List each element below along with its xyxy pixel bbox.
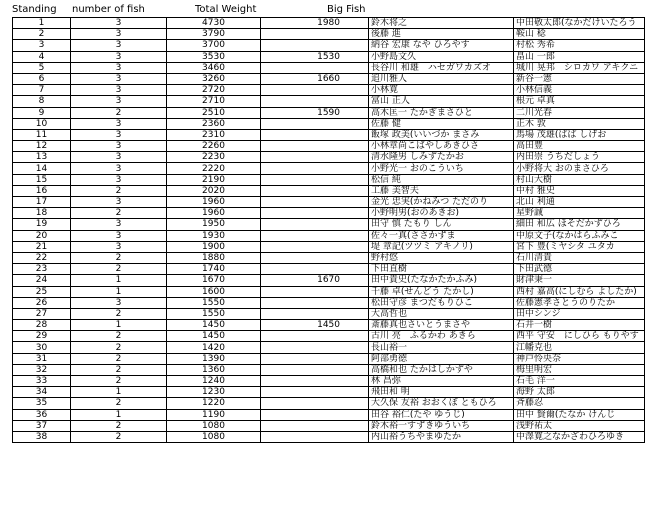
partner-name-cell: 北山 利通: [514, 197, 645, 208]
table-row: [13, 275, 645, 286]
big-fish-cell: [261, 152, 369, 163]
fish-count-cell: 2: [71, 364, 167, 375]
partner-name-cell: 高田豊: [514, 141, 645, 152]
table-row: [13, 398, 645, 409]
fish-count-cell: 3: [71, 18, 167, 29]
partner-name-cell: 村山大樹: [514, 174, 645, 185]
big-fish-cell: [261, 353, 369, 364]
angler-name-cell: 田谷 裕仁(たや ゆうじ): [369, 409, 514, 420]
partner-name-cell: 星野誠: [514, 208, 645, 219]
partner-name-cell: 石川清貴: [514, 252, 645, 263]
angler-name-cell: 大高哲也: [369, 308, 514, 319]
fish-count-cell: 3: [71, 197, 167, 208]
fish-count-cell: 2: [71, 353, 167, 364]
big-fish-cell: [261, 174, 369, 185]
big-fish-cell: [261, 85, 369, 96]
partner-name-cell: 中原文子(なかはらふみこ: [514, 230, 645, 241]
partner-name-cell: 中澤寛之なかざわひろゆき: [514, 431, 645, 442]
table-row: [13, 185, 645, 196]
table-row: [13, 409, 645, 420]
partner-name-cell: 根元 卓真: [514, 96, 645, 107]
fish-count-cell: 3: [71, 297, 167, 308]
partner-name-cell: 斉藤忍: [514, 398, 645, 409]
standing-cell: 17: [13, 197, 71, 208]
standing-cell: 7: [13, 85, 71, 96]
angler-name-cell: 工藤 美智夫: [369, 185, 514, 196]
table-row: [13, 85, 645, 96]
results-table: [12, 17, 645, 443]
fish-count-cell: 2: [71, 342, 167, 353]
table-row: [13, 252, 645, 263]
total-weight-cell: 1360: [167, 364, 261, 375]
big-fish-cell: [261, 129, 369, 140]
angler-name-cell: 鈴木裕一すずきゆういち: [369, 420, 514, 431]
angler-name-cell: 松田守彦 まつだもりひこ: [369, 297, 514, 308]
table-row: [13, 152, 645, 163]
fish-count-cell: 1: [71, 320, 167, 331]
table-row: [13, 96, 645, 107]
angler-name-cell: 小野光一 おのこういち: [369, 163, 514, 174]
standing-cell: 27: [13, 308, 71, 319]
standing-cell: 37: [13, 420, 71, 431]
angler-name-cell: 千藤 卓(せんどう たかし): [369, 286, 514, 297]
big-fish-cell: [261, 409, 369, 420]
table-row: [13, 230, 645, 241]
angler-name-cell: 富山 正人: [369, 96, 514, 107]
big-fish-cell: [261, 420, 369, 431]
partner-name-cell: 西平 守安 にしひら もりやす: [514, 331, 645, 342]
table-row: [13, 40, 645, 51]
total-weight-cell: 3790: [167, 29, 261, 40]
total-weight-cell: 1190: [167, 409, 261, 420]
standing-cell: 21: [13, 241, 71, 252]
big-fish-cell: [261, 163, 369, 174]
standing-cell: 32: [13, 364, 71, 375]
table-row: [13, 431, 645, 442]
fish-count-cell: 3: [71, 85, 167, 96]
standing-cell: 6: [13, 73, 71, 84]
angler-name-cell: 大久保 友裕 おおくぼ ともひろ: [369, 398, 514, 409]
standing-cell: 28: [13, 320, 71, 331]
total-weight-cell: 2020: [167, 185, 261, 196]
fish-count-cell: 2: [71, 376, 167, 387]
fish-count-cell: 2: [71, 185, 167, 196]
table-row: [13, 107, 645, 118]
fish-count-cell: 1: [71, 286, 167, 297]
total-weight-cell: 3460: [167, 62, 261, 73]
table-row: [13, 308, 645, 319]
standing-cell: 33: [13, 376, 71, 387]
partner-name-cell: 内田崇 うちだしょう: [514, 152, 645, 163]
standing-cell: 11: [13, 129, 71, 140]
partner-name-cell: 細田 和広 ほそだかずひろ: [514, 219, 645, 230]
total-weight-cell: 1390: [167, 353, 261, 364]
table-row: [13, 62, 645, 73]
total-weight-cell: 2310: [167, 129, 261, 140]
fish-count-cell: 3: [71, 152, 167, 163]
fish-count-cell: 2: [71, 107, 167, 118]
fish-count-cell: 3: [71, 118, 167, 129]
standing-cell: 38: [13, 431, 71, 442]
partner-name-cell: 新谷一憲: [514, 73, 645, 84]
partner-name-cell: 田中 賢爾(たなか けんじ: [514, 409, 645, 420]
standing-cell: 23: [13, 264, 71, 275]
table-row: [13, 219, 645, 230]
angler-name-cell: 小林章尚こばやしあきひさ: [369, 141, 514, 152]
fish-count-cell: 2: [71, 252, 167, 263]
partner-name-cell: 鞍山 稔: [514, 29, 645, 40]
fish-count-cell: 3: [71, 163, 167, 174]
partner-name-cell: 浅野祐太: [514, 420, 645, 431]
table-row: [13, 264, 645, 275]
angler-name-cell: 下田直樹: [369, 264, 514, 275]
angler-name-cell: 長谷川 和雄 ハセガワカズオ: [369, 62, 514, 73]
total-weight-cell: 1740: [167, 264, 261, 275]
table-row: [13, 208, 645, 219]
total-weight-cell: 1230: [167, 387, 261, 398]
fish-count-cell: 2: [71, 431, 167, 442]
fish-count-cell: 3: [71, 96, 167, 107]
angler-name-cell: 清水隆男 しみずたかお: [369, 152, 514, 163]
big-fish-cell: [261, 29, 369, 40]
partner-name-cell: 海野 太郎: [514, 387, 645, 398]
big-fish-cell: [261, 96, 369, 107]
partner-name-cell: 財津秉一: [514, 275, 645, 286]
fish-count-cell: 3: [71, 141, 167, 152]
big-fish-cell: [261, 197, 369, 208]
angler-name-cell: 飯塚 政美(いいづか まさみ: [369, 129, 514, 140]
fish-count-cell: 2: [71, 420, 167, 431]
fish-count-cell: 3: [71, 51, 167, 62]
angler-name-cell: 追川雅人: [369, 73, 514, 84]
partner-name-cell: 中田敬太郎(なかだけいたろう: [514, 18, 645, 29]
big-fish-cell: 1670: [261, 275, 369, 286]
angler-name-cell: 小林寛: [369, 85, 514, 96]
big-fish-cell: [261, 331, 369, 342]
standing-cell: 5: [13, 62, 71, 73]
fish-count-cell: 2: [71, 208, 167, 219]
angler-name-cell: 後藤 進: [369, 29, 514, 40]
standing-cell: 18: [13, 208, 71, 219]
fish-count-cell: 2: [71, 264, 167, 275]
total-weight-cell: 2710: [167, 96, 261, 107]
big-fish-cell: [261, 286, 369, 297]
partner-name-cell: 中村 雅史: [514, 185, 645, 196]
big-fish-cell: [261, 252, 369, 263]
standing-cell: 19: [13, 219, 71, 230]
big-fish-cell: [261, 342, 369, 353]
total-weight-cell: 1550: [167, 297, 261, 308]
angler-name-cell: 小野明男(おのあきお): [369, 208, 514, 219]
table-row: [13, 320, 645, 331]
table-row: [13, 342, 645, 353]
table-row: [13, 73, 645, 84]
table-row: [13, 353, 645, 364]
angler-name-cell: 高橋和也 たかはしかずや: [369, 364, 514, 375]
fish-count-cell: 2: [71, 331, 167, 342]
big-fish-cell: [261, 141, 369, 152]
angler-name-cell: 松信 純: [369, 174, 514, 185]
big-fish-cell: [261, 264, 369, 275]
table-row: [13, 163, 645, 174]
big-fish-cell: [261, 398, 369, 409]
partner-name-cell: 江幡克也: [514, 342, 645, 353]
partner-name-cell: 村松 秀希: [514, 40, 645, 51]
angler-name-cell: 飛田和 明: [369, 387, 514, 398]
total-weight-cell: 3260: [167, 73, 261, 84]
fish-count-cell: 3: [71, 40, 167, 51]
big-fish-cell: [261, 364, 369, 375]
angler-name-cell: 佐々一真(ささかずま: [369, 230, 514, 241]
big-fish-cell: [261, 376, 369, 387]
fish-count-cell: 3: [71, 62, 167, 73]
big-fish-cell: [261, 230, 369, 241]
fish-count-cell: 3: [71, 129, 167, 140]
partner-name-cell: 神戸怜央奈: [514, 353, 645, 364]
total-weight-cell: 2720: [167, 85, 261, 96]
total-weight-cell: 2510: [167, 107, 261, 118]
total-weight-cell: 2190: [167, 174, 261, 185]
angler-name-cell: 田守 慎 たもり しん: [369, 219, 514, 230]
big-fish-cell: [261, 241, 369, 252]
total-weight-cell: 1960: [167, 208, 261, 219]
total-weight-cell: 1550: [167, 308, 261, 319]
total-weight-cell: 1900: [167, 241, 261, 252]
standing-cell: 34: [13, 387, 71, 398]
table-row: [13, 420, 645, 431]
standing-cell: 9: [13, 107, 71, 118]
partner-name-cell: 石毛 洋一: [514, 376, 645, 387]
partner-name-cell: 佐藤憲孝さとうのりたか: [514, 297, 645, 308]
total-weight-cell: 1220: [167, 398, 261, 409]
table-row: [13, 129, 645, 140]
header-big-fish: Big Fish: [327, 4, 366, 15]
partner-name-cell: 石井一樹: [514, 320, 645, 331]
total-weight-cell: 1450: [167, 331, 261, 342]
total-weight-cell: 3530: [167, 51, 261, 62]
angler-name-cell: 金光 忠実(かねみつ ただのり: [369, 197, 514, 208]
standing-cell: 3: [13, 40, 71, 51]
partner-name-cell: 畠山 一郎: [514, 51, 645, 62]
partner-name-cell: 田中シンジ: [514, 308, 645, 319]
big-fish-cell: [261, 208, 369, 219]
big-fish-cell: 1530: [261, 51, 369, 62]
big-fish-cell: 1980: [261, 18, 369, 29]
big-fish-cell: [261, 185, 369, 196]
standing-cell: 29: [13, 331, 71, 342]
table-row: [13, 174, 645, 185]
angler-name-cell: 野村悠: [369, 252, 514, 263]
table-row: [13, 118, 645, 129]
big-fish-cell: 1450: [261, 320, 369, 331]
standing-cell: 35: [13, 398, 71, 409]
angler-name-cell: 阿部勇徳: [369, 353, 514, 364]
total-weight-cell: 1450: [167, 320, 261, 331]
table-row: [13, 376, 645, 387]
total-weight-cell: 1960: [167, 197, 261, 208]
fish-count-cell: 3: [71, 241, 167, 252]
partner-name-cell: 宮下 豊(ミヤシタ ユタカ: [514, 241, 645, 252]
total-weight-cell: 1880: [167, 252, 261, 263]
fish-count-cell: 1: [71, 409, 167, 420]
table-row: [13, 331, 645, 342]
standing-cell: 30: [13, 342, 71, 353]
fish-count-cell: 3: [71, 219, 167, 230]
standing-cell: 14: [13, 163, 71, 174]
angler-name-cell: 長山裕一: [369, 342, 514, 353]
total-weight-cell: 1420: [167, 342, 261, 353]
partner-name-cell: 梅里明宏: [514, 364, 645, 375]
partner-name-cell: 小野将大 おのまさひろ: [514, 163, 645, 174]
standing-cell: 16: [13, 185, 71, 196]
partner-name-cell: 馬場 茂雄(ばば しげお: [514, 129, 645, 140]
header-number-of-fish: number of fish: [72, 4, 145, 15]
total-weight-cell: 1080: [167, 420, 261, 431]
standing-cell: 13: [13, 152, 71, 163]
table-row: [13, 364, 645, 375]
standing-cell: 4: [13, 51, 71, 62]
fish-count-cell: 3: [71, 174, 167, 185]
big-fish-cell: [261, 297, 369, 308]
partner-name-cell: 下田武德: [514, 264, 645, 275]
total-weight-cell: 2360: [167, 118, 261, 129]
total-weight-cell: 1670: [167, 275, 261, 286]
standing-cell: 12: [13, 141, 71, 152]
total-weight-cell: 2220: [167, 163, 261, 174]
big-fish-cell: [261, 118, 369, 129]
partner-name-cell: 二川光春: [514, 107, 645, 118]
standing-cell: 26: [13, 297, 71, 308]
standing-cell: 25: [13, 286, 71, 297]
header-standing: Standing: [12, 4, 57, 15]
angler-name-cell: 斎藤真也さいとうまさや: [369, 320, 514, 331]
angler-name-cell: 堤 章記(ツツミ アキノリ): [369, 241, 514, 252]
table-row: [13, 387, 645, 398]
standing-cell: 1: [13, 18, 71, 29]
total-weight-cell: 3700: [167, 40, 261, 51]
standing-cell: 24: [13, 275, 71, 286]
total-weight-cell: 1950: [167, 219, 261, 230]
standing-cell: 22: [13, 252, 71, 263]
total-weight-cell: 4730: [167, 18, 261, 29]
total-weight-cell: 1930: [167, 230, 261, 241]
table-row: [13, 197, 645, 208]
fish-count-cell: 2: [71, 308, 167, 319]
total-weight-cell: 1600: [167, 286, 261, 297]
big-fish-cell: [261, 40, 369, 51]
partner-name-cell: 小林信義: [514, 85, 645, 96]
table-row: [13, 141, 645, 152]
big-fish-cell: [261, 308, 369, 319]
table-row: [13, 29, 645, 40]
big-fish-cell: [261, 387, 369, 398]
fish-count-cell: 3: [71, 230, 167, 241]
standing-cell: 15: [13, 174, 71, 185]
angler-name-cell: 佐藤 健: [369, 118, 514, 129]
big-fish-cell: 1660: [261, 73, 369, 84]
table-row: [13, 241, 645, 252]
big-fish-cell: [261, 431, 369, 442]
standing-cell: 31: [13, 353, 71, 364]
partner-name-cell: 城川 晃邦 シロカワ アキクニ: [514, 62, 645, 73]
fish-count-cell: 3: [71, 73, 167, 84]
results-table-body: [13, 18, 645, 443]
angler-name-cell: 納谷 宏康 なや ひろやす: [369, 40, 514, 51]
total-weight-cell: 2230: [167, 152, 261, 163]
angler-name-cell: 小野島文久: [369, 51, 514, 62]
fish-count-cell: 3: [71, 29, 167, 40]
fish-count-cell: 2: [71, 398, 167, 409]
table-row: [13, 297, 645, 308]
total-weight-cell: 1240: [167, 376, 261, 387]
angler-name-cell: 鈴木将之: [369, 18, 514, 29]
total-weight-cell: 1080: [167, 431, 261, 442]
standing-cell: 8: [13, 96, 71, 107]
table-row: [13, 18, 645, 29]
standing-cell: 2: [13, 29, 71, 40]
partner-name-cell: 西村 嘉高(にしむら よしたか): [514, 286, 645, 297]
table-row: [13, 51, 645, 62]
angler-name-cell: 古川 亮 ふるかわ あきら: [369, 331, 514, 342]
table-row: [13, 286, 645, 297]
angler-name-cell: 林 昌弥: [369, 376, 514, 387]
angler-name-cell: 高木匡一 たかぎまさひと: [369, 107, 514, 118]
big-fish-cell: [261, 62, 369, 73]
partner-name-cell: 正木 敦: [514, 118, 645, 129]
angler-name-cell: 田中貴史(たなかたかふみ): [369, 275, 514, 286]
fish-count-cell: 1: [71, 275, 167, 286]
angler-name-cell: 内山裕うちやまゆたか: [369, 431, 514, 442]
big-fish-cell: 1590: [261, 107, 369, 118]
header-total-weight: Total Weight: [195, 4, 257, 15]
standing-cell: 36: [13, 409, 71, 420]
fish-count-cell: 1: [71, 387, 167, 398]
total-weight-cell: 2260: [167, 141, 261, 152]
big-fish-cell: [261, 219, 369, 230]
standing-cell: 10: [13, 118, 71, 129]
standing-cell: 20: [13, 230, 71, 241]
